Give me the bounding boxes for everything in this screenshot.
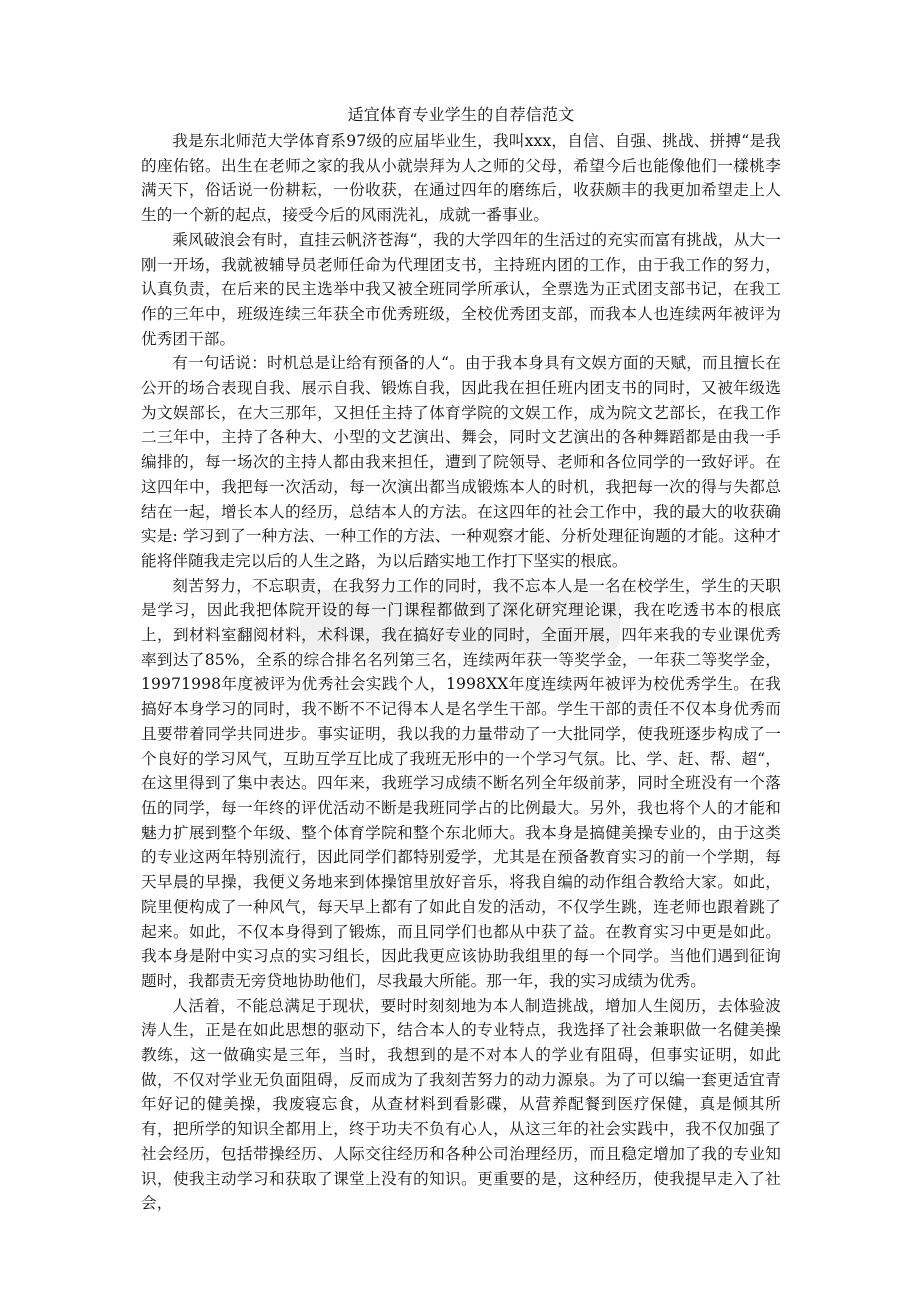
paragraph-arts-work: 有一句话说：时机总是让给有预备的人“。由于我本身具有文娱方面的天赋，而且擅长在公开的场合表现自我、展示自我、锻炼自我，因此我在担任班内团支书的同时，又被年级选为文娱部长，在大三那年，又担任主持了体育学院的文娱工作，成为院文艺部长，在我工作二三年中，主持了各种大、小型的文艺演出、舞会，同时文艺演出的各种舞蹈都是由我一手编排的，每一场次的主持人都由我来担任，遭到了院领导、老师和各位同学的一致好评。在这四年中，我把每一次活动，每一次演出都当成锻炼本人的时机，我把每一次的得与失都总结在一起，增长本人的经历，总结本人的方法。在这四年的社会工作中，我的最大的收获确实是: 学习到了一种方法、一种工作的方法、一种观察才能、分析处理征询题的才能。这种才能将伴随我走完以后的人生之路，为以后踏实地工作打下坚实的根底。 bbox=[141, 354, 781, 570]
paragraph-league-work: 乘风破浪会有时，直挂云帆济苍海“，我的大学四年的生活过的充实而富有挑战，从大一刚一开场，我就被辅导员老师任命为代理团支书，主持班内团的工作，由于我工作的努力，认真负责，在后来的民主选举中我又被全班同学所承认，全票选为正式团支部书记，在我工作的三年中，班级连续三年获全市优秀班级，全校优秀团支部，而我本人也连续两年被评为优秀团干部。 bbox=[141, 230, 781, 348]
paragraph-study: 刻苦努力，不忘职责，在我努力工作的同时，我不忘本人是一名在校学生，学生的天职是学习，因此我把体院开设的每一门课程都做到了深化研究理论课，我在吃透书本的根底上，到材料室翻阅材料，术科课，我在搞好专业的同时，全面开展，四年来我的专业课优秀率到达了85%，全系的综合排名名列第三名，连续两年获一等奖学金，一年获二等奖学金，19971998年度被评为优秀社会实践个人，1998XX年度连续两年被评为校优秀学生。在我搞好本身学习的同时，我不断不不记得本人是名学生干部。学生干部的责任不仅本身优秀而且要带着同学共同进步。事实证明，我以我的力量带动了一大批同学，使我班逐步构成了一个良好的学习风气，互助互学互比成了我班无形中的一个学习气氛。比、学、赶、帮、超“，在这里得到了集中表达。四年来，我班学习成绩不断名列全年级前茅，同时全班没有一个落伍的同学，每一年终的评优活动不断是我班同学占的比例最大。另外，我也将个人的才能和魅力扩展到整个年级、整个体育学院和整个东北师大。我本身是搞健美操专业的，由于这类的专业这两年特别流行，因此同学们都特别爱学，尤其是在预备教育实习的前一个学期，每天早晨的早操，我便义务地来到体操馆里放好音乐，将我自编的动作组合教给大家。如此，院里便构成了一种风气，每天早上都有了如此自发的活动，不仅学生跳，连老师也跟着跳了起来。如此，不仅本身得到了锻炼，而且同学们也都从中获了益。在教育实习中更是如此。我本身是附中实习点的实习组长，因此我更应该协助我组里的每一个同学。当他们遇到征询题时，我都责无旁贷地协助他们，尽我最大所能。那一年，我的实习成绩为优秀。 bbox=[141, 576, 781, 990]
paragraph-intro: 我是东北师范大学体育系97级的应届毕业生，我叫xxx，自信、自强、挑战、拼搏“是我的座佑铭。出生在老师之家的我从小就崇拜为人之师的父母，希望今后也能像他们一樣桃李满天下，俗话说一份耕耘，一份收获，在通过四年的磨练后，收获颇丰的我更加希望走上人生的一个新的起点，接受今后的风雨洗礼，成就一番事业。 bbox=[141, 132, 781, 225]
paragraph-social-practice: 人活着，不能总满足于现状，要时时刻刻地为本人制造挑战，增加人生阅历，去体验波涛人生，正是在如此思想的驱动下，结合本人的专业特点，我选择了社会兼职做一名健美操教练，这一做确实是三年，当时，我想到的是不对本人的学业有阻碍，但事实证明，如此做，不仅对学业无负面阻碍，反而成为了我刻苦努力的动力源泉。为了可以编一套更适宜青年好记的健美操，我废寝忘食，从查材料到看影碟，从营养配餐到医疗保健，真是倾其所有，把所学的知识全都用上，终于功夫不负有心人，从这三年的社会实践中，我不仅加强了社会经历，包括带操经历、人际交往经历和各种公司治理经历，而且稳定增加了我的专业知识，使我主动学习和获取了课堂上没有的知识。更重要的是，这种经历，使我提早走入了社会， bbox=[141, 996, 781, 1213]
document-page bbox=[141, 103, 781, 1216]
document-title: 适宜体育专业学生的自荐信范文 bbox=[347, 105, 575, 124]
